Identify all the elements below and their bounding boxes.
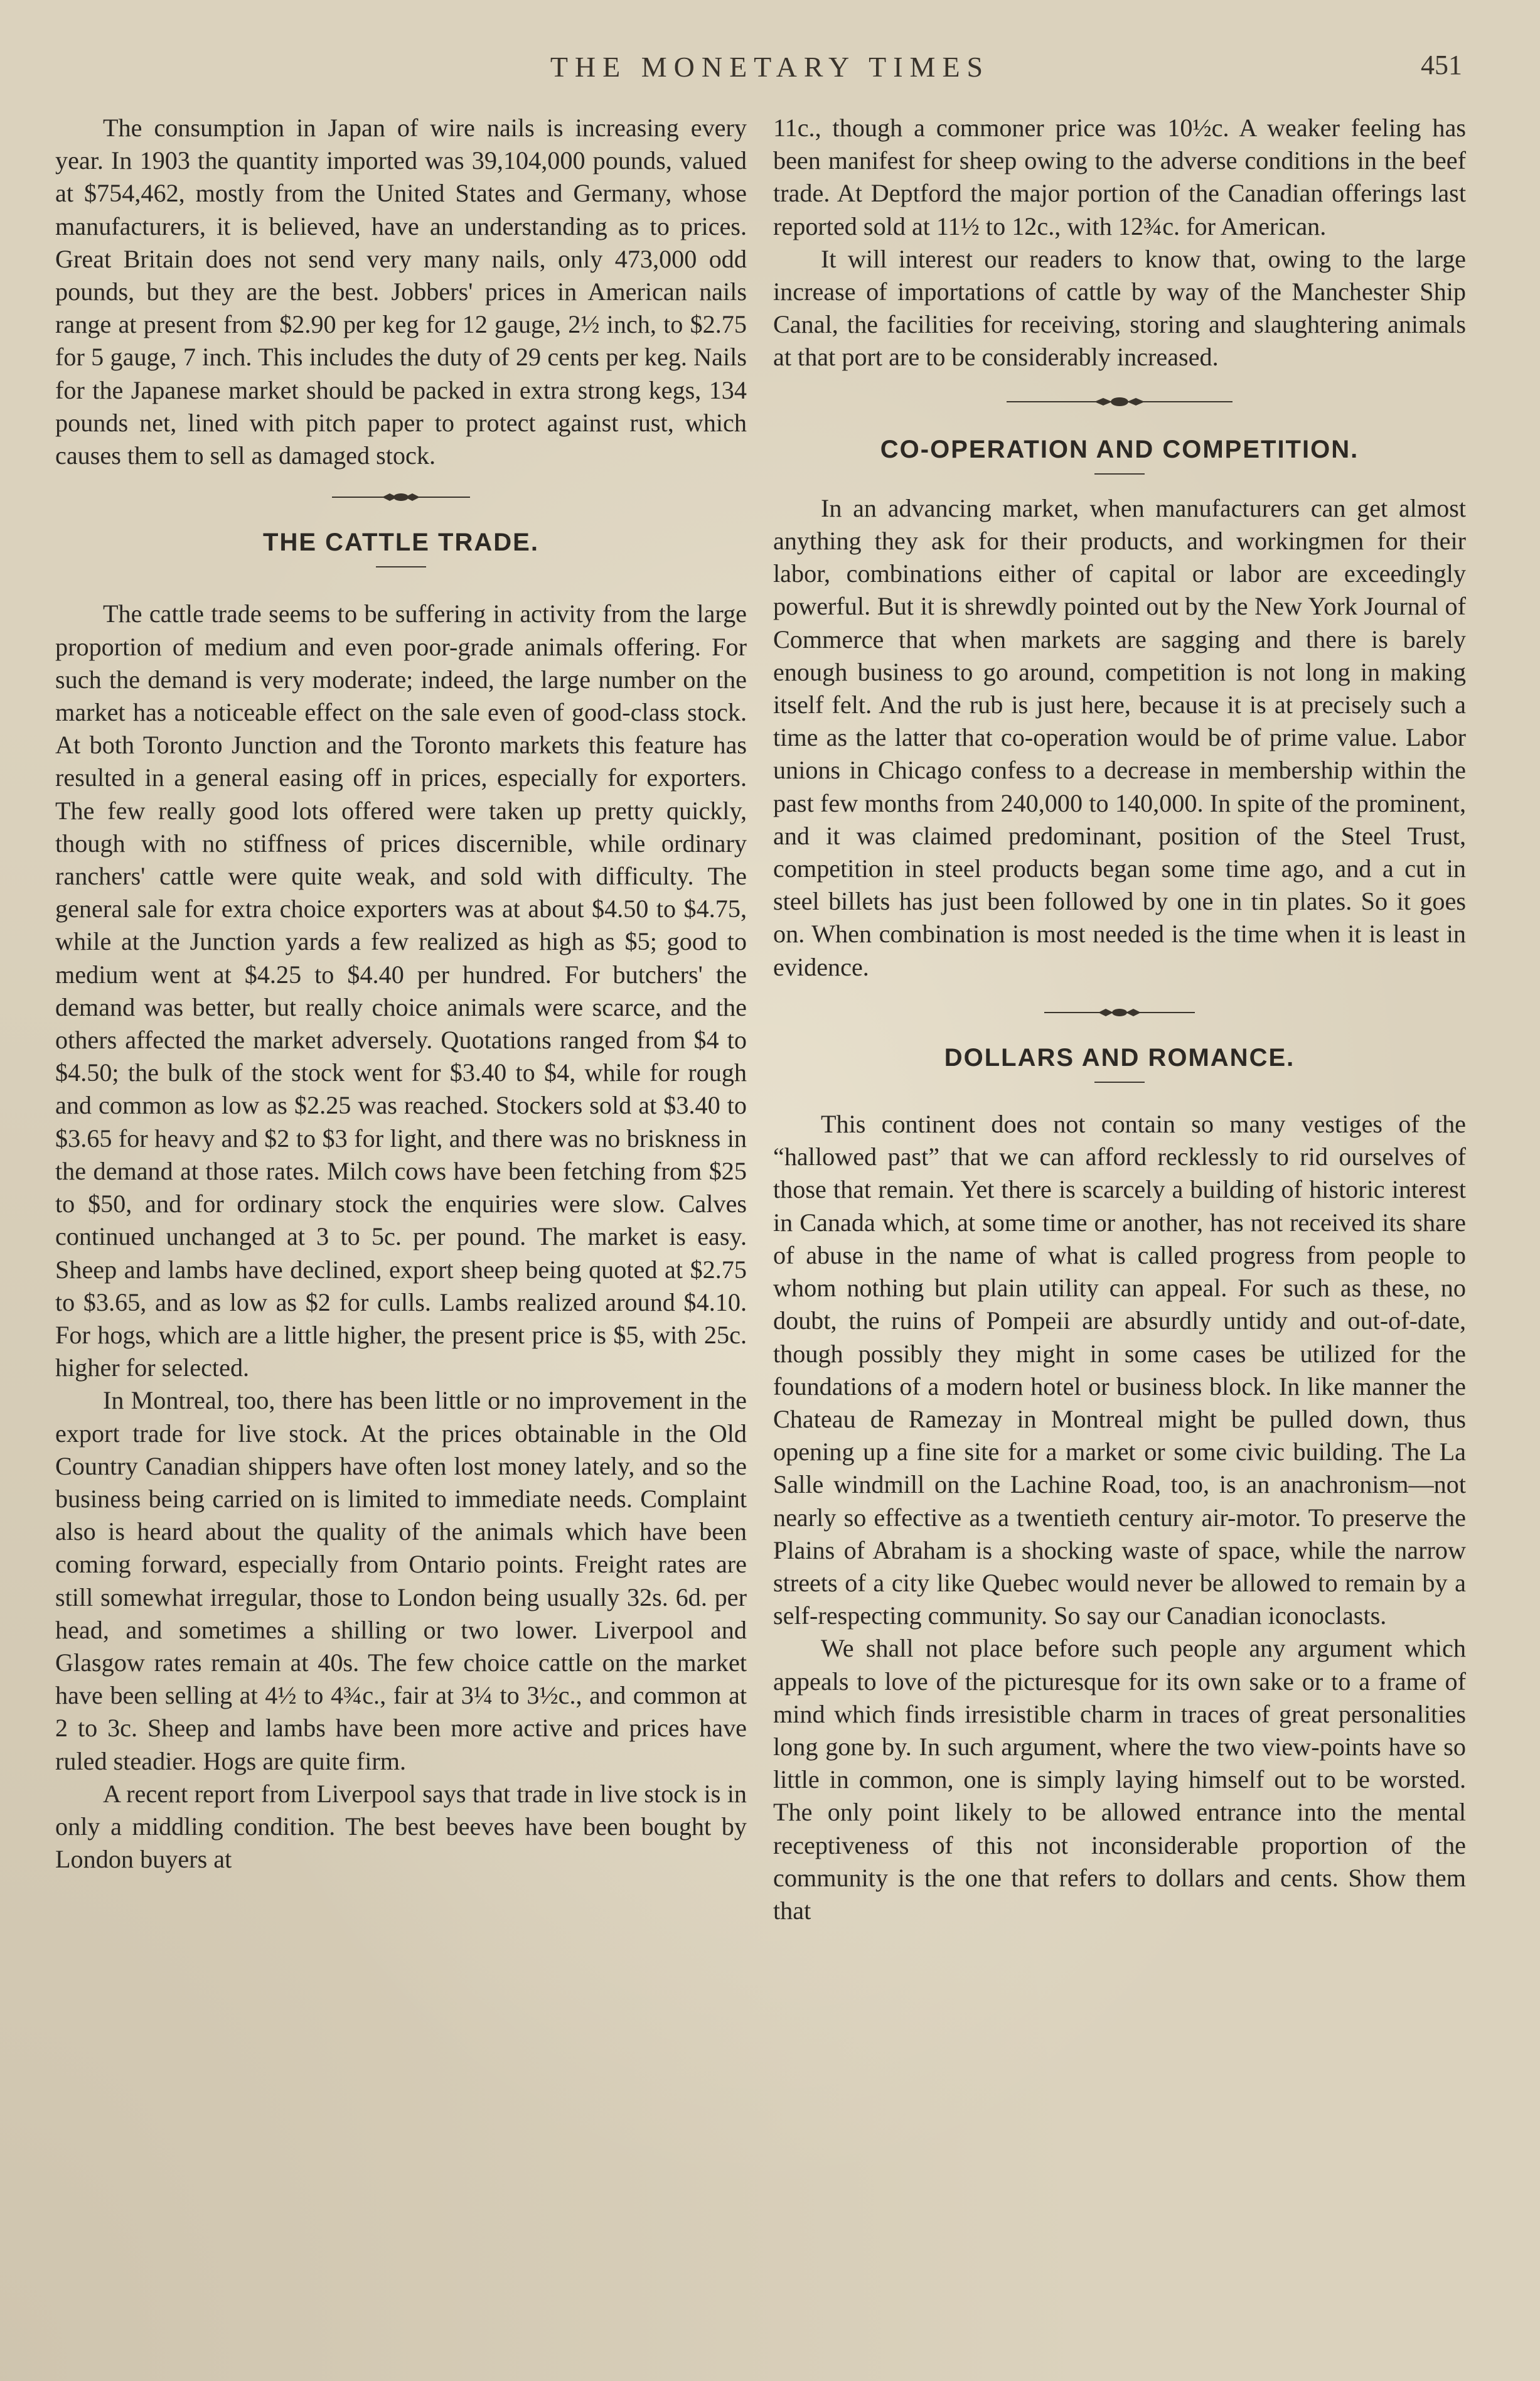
manchester-paragraph: It will interest our readers to know that, owing to the large increase of importations of cattle by way of the Manchester Ship Canal, the facilities for receiving, storing and slaughtering animals at that port are to be considerably increased. [773, 244, 1466, 372]
page-number: 451 [1421, 50, 1462, 80]
nails-paragraph: The consumption in Japan of wire nails is increasing every year. In 1903 the quantity imported was 39,104,000 pounds, valued at $754,462, mostly from the United States and Germany, whose manufacturers, it is believed, have an understanding as to prices. Great Britain does not send very many nails, only 473,000 odd pounds, but they are the best. Jobbers' prices in American nails range at present from $2.90 per keg for 12 gauge, 2½ inch, to $2.75 for 5 gauge, 7 inch. This includes the duty of 29 cents per keg. Nails for the Japanese market should be packed in extra strong kegs, 134 pounds net, lined with pitch paper to protect against rust, which causes them to sell as damaged stock. [55, 114, 747, 470]
dollars-paragraph-2: We shall not place before such people any argument which appeals to love of the picturesque for its own sake or to a frame of mind which finds irresistible charm in traces of great personalities long gone by. In such argument, where the two view-points have so little in common, one is simply laying himself out to be worsted. The only point likely to be allowed entrance into the mental receptiveness of this not inconsiderable proportion of the community is the one that refers to dollars and cents. Show them that [773, 1634, 1466, 1925]
cooperation-paragraph: In an advancing market, when manufacturers can get almost anything they ask for their products, and workingmen for their labor, combinations either of capital or labor are exceedingly powerful. But it is shrewdly pointed out by the New York Journal of Commerce that when markets are sagging and there is barely enough business to go around, competition is not long in making itself felt. And the rub is just here, because it is at precisely such a time as the latter that co-operation would be of prime value. Labor unions in Chicago confess to a decrease in membership within the past few months from 240,000 to 140,000. In spite of the prominent, and it was claimed predominant, position of the Steel Trust, competition in steel products began some time ago, and a cut in steel billets has just been followed by one in tin plates. So it goes on. When combination is most needed is the time when it is least in evidence. [773, 493, 1466, 981]
section-ornament-3 [1044, 1006, 1195, 1019]
right-column [773, 112, 1466, 1927]
dollars-paragraph-1: This continent does not contain so many vestiges of the “hallowed past” that we can afford recklessly to rid ourselves of those that remain. Yet there is scarcely a building of historic interest in Canada which, at some time or another, has not received its share of abuse in the name of what is called progress from people to whom nothing but plain utility can appeal. For such as these, no doubt, the ruins of Pompeii are absurdly untidy and out-of-date, though possibly they might in some cases be utilized for the foundations of a modern hotel or business block. In like manner the Chateau de Ramezay in Montreal might be pulled down, thus opening up a fine site for a market or some civic building. The La Salle windmill on the Lachine Road, too, is an anachronism—not nearly so effective as a twentieth century air-motor. To preserve the Plains of Abraham is a shocking waste of space, while the narrow streets of a city like Quebec would never be allowed to remain by a self-respecting community. So say our Canadian iconoclasts. [773, 1110, 1466, 1630]
publication-title: THE MONETARY TIMES [550, 51, 990, 83]
cattle-paragraph-3: A recent report from Liverpool says that trade in live stock is in only a middling condition. The best beeves have been bought by London buyers at [55, 1779, 747, 1874]
cattle-paragraph-2: In Montreal, too, there has been little or no improvement in the export trade for live stock. At the prices obtainable in the Old Country Canadian shippers have often lost money lately, and so the business being carried on is limited to immediate needs. Complaint also is heard about the quality of the animals which have been coming forward, especially from Ontario points. Freight rates are still somewhat irregular, those to London being usually 32s. 6d. per head, and sometimes a shilling or two lower. Liverpool and Glasgow rates remain at 40s. The few choice cattle on the market have been selling at 4½ to 4¾c., fair at 3¼ to 3½c., and common at 2 to 3c. Sheep and lambs have been more active and prices have ruled steadier. Hogs are quite firm. [55, 1386, 747, 1775]
cattle-paragraph-1: The cattle trade seems to be suffering in activity from the large proportion of medium and even poor-grade animals offering. For such the demand is very moderate; indeed, the large number on the market has a noticeable effect on the sale even of good-class stock. At both Toronto Junction and the Toronto markets this feature has resulted in a general easing off in prices, especially for exporters. The few really good lots offered were taken up pretty quickly, though with no stiffness of prices discernible, while ordinary ranchers' cattle were quite weak, and sold with difficulty. The general sale for extra choice exporters was at about $4.50 to $4.75, while at the Junction yards a few realized as high as $5; good to medium went at $4.25 to $4.40 per hundred. For butchers' the demand was better, but really choice animals were scarce, and the others affected the market adversely. Quotations ranged from $4 to $4.50; the bulk of the stock went for $3.40 to $4, while for rough and common as low as $2.25 was reached. Stockers sold at $3.40 to $3.65 for heavy and $2 to $3 for light, and there was no briskness in the demand at those rates. Milch cows have been fetching from $25 to $50, and for ordinary stock the enquiries were slow. Calves continued unchanged at 3 to 5c. per pound. The market is easy. Sheep and lambs have declined, export sheep being quoted at $2.75 to $3.65, and as low as $2 for culls. Lambs realized around $4.10. For hogs, which are a little higher, the present price is $5, with 25c. higher for selected. [55, 599, 747, 1382]
cooperation-heading: CO-OPERATION AND COMPETITION. [880, 435, 1359, 463]
cattle-continued-paragraph: 11c., though a commoner price was 10½c. A weaker feeling has been manifest for sheep owing to the adverse conditions in the beef trade. At Deptford the major portion of the Canadian offerings last reported sold at 11½ to 12c., with 12¾c. for American. [773, 114, 1466, 240]
left-column [55, 112, 747, 1876]
section-ornament-2 [1007, 395, 1233, 408]
masthead [0, 43, 1540, 93]
section-ornament-1 [332, 491, 470, 503]
dollars-romance-heading: DOLLARS AND ROMANCE. [944, 1043, 1295, 1072]
cattle-trade-heading: THE CATTLE TRADE. [263, 529, 539, 557]
